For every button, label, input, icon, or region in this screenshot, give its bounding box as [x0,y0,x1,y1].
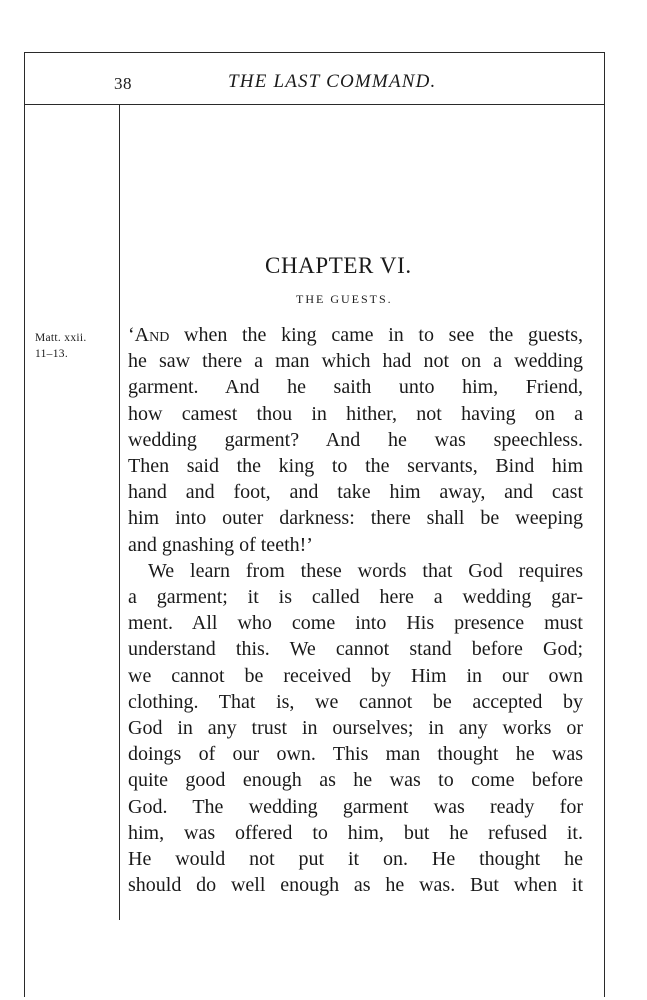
text-line: a garment; it is called here a wedding gar- [128,586,583,609]
text-line: He would not put it on. He thought he [128,848,583,871]
frame-right-rule [604,52,605,997]
chapter-title: CHAPTER VI. [265,253,412,278]
text-line: hand and foot, and take him away, and cast [128,481,583,504]
text-line: understand this. We cannot stand before God; [128,638,583,661]
text-line: should do well enough as he was. But when it [128,874,583,897]
line-rest: when the king came in to see the guests, [169,324,583,346]
running-head: THE LAST COMMAND. [228,71,437,92]
frame-top-rule [24,52,605,53]
text-line: ment. All who come into His presence must [128,612,583,635]
text-line: we cannot be received by Him in our own [128,664,583,687]
text-line: clothing. That is, we cannot be accepted by [128,690,583,713]
text-line [128,322,583,348]
text-line: wedding garment? And he was speechless. [128,428,583,451]
margin-note-reference [35,330,87,362]
text-line: We learn from these words that God requires [148,559,583,582]
header-rule [24,104,605,105]
margin-note-line: Matt. xxii. [35,332,87,344]
page-number: 38 [114,74,132,93]
text-line: garment. And he saith unto him, Friend, [128,376,583,399]
text-line: God in any trust in ourselves; in any works or [128,717,583,740]
text-line: God. The wedding garment was ready for [128,795,583,818]
paragraph-quotation [128,322,583,558]
text-line: doings of our own. This man thought he was [128,743,583,766]
margin-rule [119,104,120,920]
body-text [128,322,583,898]
text-line: how camest thou in hither, not having on a [128,402,583,425]
text-line: he saw there a man which had not on a wedding [128,350,583,373]
margin-note-line: 11–13. [35,348,68,360]
text-line: him into outer darkness: there shall be weeping [128,507,583,530]
frame-left-rule [24,52,25,997]
paragraph-commentary [128,558,583,899]
text-line: him, was offered to him, but he refused it. [128,821,583,844]
chapter-subtitle: THE GUESTS. [296,292,393,306]
opening-word: ‘And [128,324,170,346]
text-line: Then said the king to the servants, Bind him [128,455,583,478]
text-line: quite good enough as he was to come before [128,769,583,792]
text-line: and gnashing of teeth!’ [128,533,313,556]
